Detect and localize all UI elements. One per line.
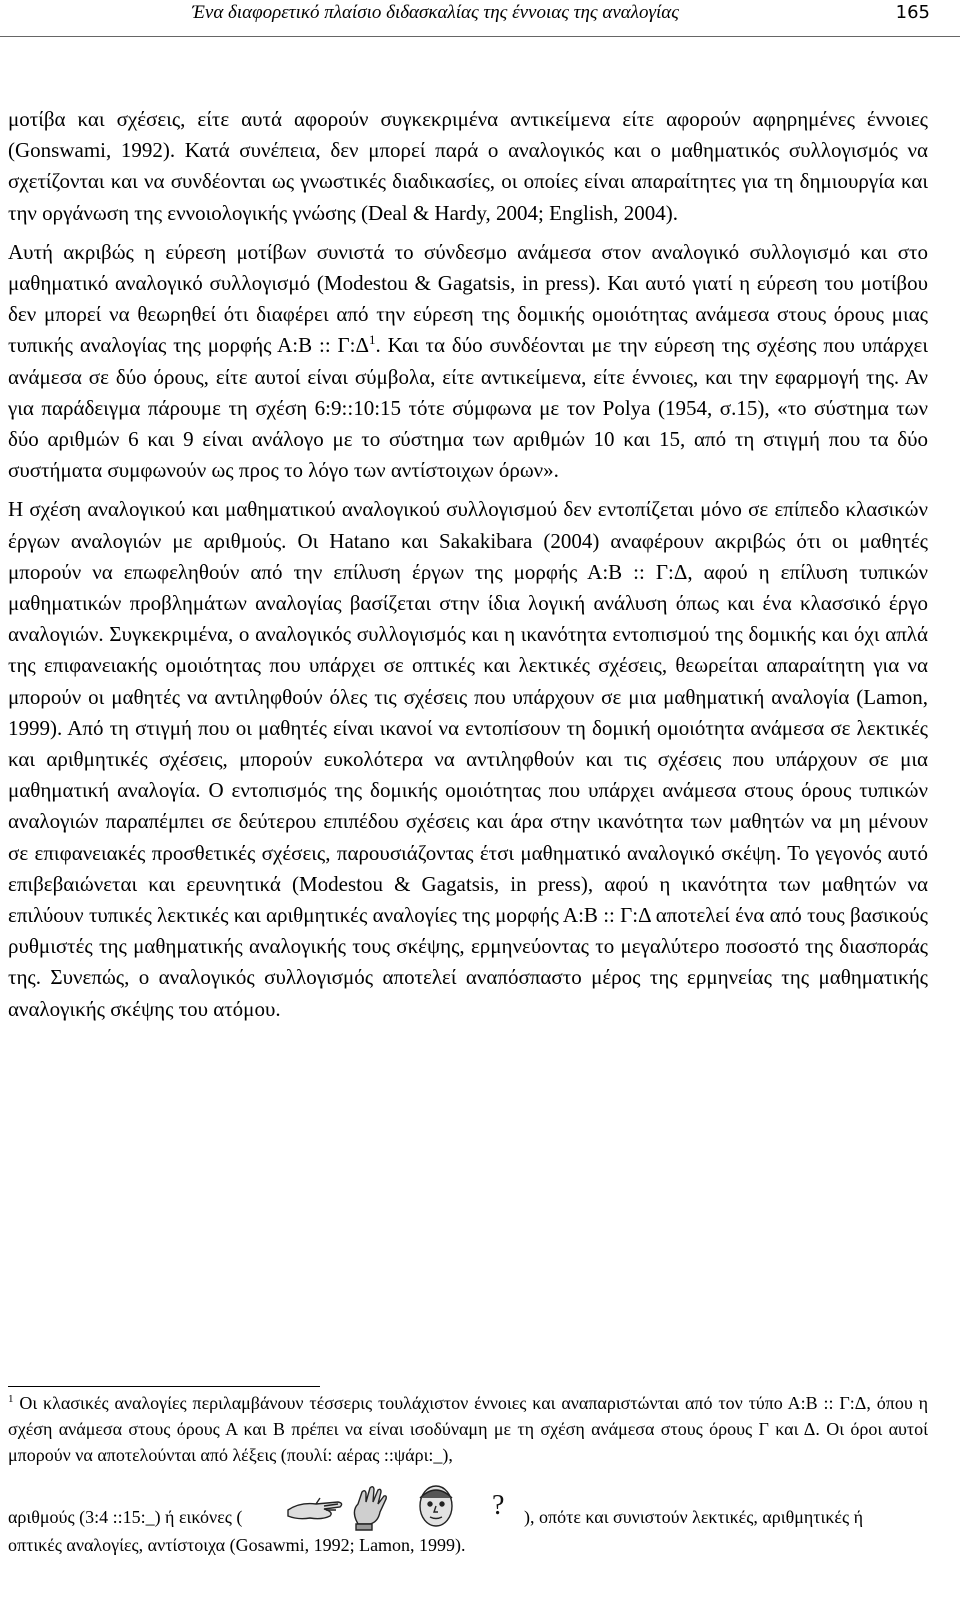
footnote-rule [8,1386,320,1387]
running-header [0,0,960,30]
footnote-last-line: οπτικές αναλογίες, αντίστοιχα (Gosawmi, 1992; Lamon, 1999). [8,1535,466,1555]
paragraph-2-part2: . Και τα δύο συνδέονται με την εύρεση της σχέσης που υπάρχει ανάμεσα σε δύο όρους, είτε αυτοί είναι σύμβολα, είτε αντικείμενα, είτε έννοιες, και την εφαρμογή της. Αν για παράδειγμα πάρουμε τη σχέση 6:9::10:15 τότε σύμφωνα με τον Polya (1954, σ.15), «το σύστημα των δύο αριθμών 6 και 9 είναι ανάλογο με το σύστημα των αριθμών 10 και 15, από τη στιγμή που τα δύο συστήματα συμφωνούν ως προς το λόγο των αντίστοιχων όρων». [8,333,928,483]
glove-icon [354,1487,386,1530]
running-title: Ένα διαφορετικό πλαίσιο διδασκαλίας της έννοιας της αναλογίας [192,2,679,23]
paragraph-2 [8,237,928,487]
hand-icon [288,1498,342,1519]
footnote [8,1390,928,1558]
picture-analogy [286,1480,522,1532]
body-text [8,104,928,1025]
footnote-line-post: ), οπότε και συνιστούν λεκτικές, αριθμητικές ή [524,1507,864,1527]
paragraph-3: Η σχέση αναλογικού και μαθηματικού αναλογικού συλλογισμού δεν εντοπίζεται μόνο σε επίπεδο κλασικών έργων αναλογιών με αριθμούς. Οι Hatano και Sakakibara (2004) αναφέρουν ακριβώς ότι οι μαθητές μπορούν να επωφεληθούν από την επίλυση έργων της μορφής Α:Β :: Γ:Δ, αφού η επίλυση τυπικών μαθηματικών προβλημάτων αναλογίας βασίζεται στην ίδια λογική ανάλυση όπως και ένα κλασσικό έργο αναλογιών. Συγκεκριμένα, ο αναλογικός συλλογισμός και η ικανότητα εντοπισμού της δομικής και όχι απλά της επιφανειακής ομοιότητας που υπάρχει σε οπτικές και λεκτικές σχέσεις, θεωρείται απαραίτητη για να μπορούν οι μαθητές να αντιληφθούν όλες τις σχέσεις που υπάρχουν σε μια μαθηματική αναλογία (Lamon, 1999). Από τη στιγμή που οι μαθητές είναι ικανοί να εντοπίσουν τη δομική ομοιότητα ανάμεσα σε λεκτικές και αριθμητικές σχέσεις, μπορούν ευκολότερα να αντιληφθούν και τις σχέσεις που υπάρχουν σε μια μαθηματική αναλογία. Ο εντοπισμός της δομικής ομοιότητας που υπάρχει ανάμεσα στους όρους τυπικών αναλογιών παραπέμπει σε δεύτερου επιπέδου σχέσεις και άρα στην ικανότητα των μαθητών να μη μένουν σε επιφανειακές προσθετικές σχέσεις, παρουσιάζοντας έτσι μαθηματικό αναλογικό σκέψη. Το γεγονός αυτό επιβεβαιώνεται και ερευνητικά (Modestou & Gagatsis, in press), αφού η ικανότητα των μαθητών να επιλύουν τυπικές λεκτικές και αριθμητικές αναλογίες της μορφής Α:Β :: Γ:Δ αποτελεί ένα από τους βασικούς ρυθμιστές της μαθηματικής αναλογικής τους σκέψης, ερμηνεύοντας το μεγαλύτερο ποσοστό της διασποράς της. Συνεπώς, ο αναλογικός συλλογισμός αποτελεί αναπόσπαστο μέρος της ερμηνείας της μαθηματικής αναλογικής σκέψης του ατόμου. [8,497,928,1021]
footnote-picture-line [8,1480,928,1532]
header-rule [0,36,960,37]
footnote-text [8,1390,928,1468]
footnote-marker: 1 [8,1393,14,1405]
page-number: 165 [895,2,930,23]
question-mark-glyph: ? [492,1490,505,1521]
paragraph-1: μοτίβα και σχέσεις, είτε αυτά αφορούν συγκεκριμένα αντικείμενα είτε αφορούν αφηρημένες έννοιες (Gonswami, 1992). Κατά συνέπεια, δεν μπορεί παρά ο αναλογικός και ο μαθηματικός συλλογισμός να σχετίζονται και να συνδέονται ως γνωστικές διαδικασίες, οι οποίες είναι απαραίτητες για τη δημιουργία και την οργάνωση της εννοιολογικής γνώσης (Deal & Hardy, 2004; English, 2004). [8,107,928,225]
picture-analogy-svg [286,1480,522,1532]
footnote-ref[interactable]: 1 [369,332,376,348]
footnote-body: Οι κλασικές αναλογίες περιλαμβάνουν τέσσερις τουλάχιστον έννοιες και αναπαριστώνται από τον τύπο Α:Β :: Γ:Δ, όπου η σχέση ανάμεσα στους όρους Α και Β πρέπει να είναι ισοδύναμη με τη σχέση ανάμεσα στους όρους Γ και Δ. Οι όροι αυτοί μπορούν να αποτελούνται από λέξεις (πουλί: αέρας ::ψάρι:_), [8,1393,929,1465]
face-icon [420,1486,452,1526]
paragraph-2-part1: Αυτή ακριβώς η εύρεση μοτίβων συνιστά το σύνδεσμο ανάμεσα στον αναλογικό συλλογισμό και στο μαθηματικό αναλογικό συλλογισμό (Modestou & Gagatsis, in press). Και αυτό γιατί η εύρεση του μοτίβου δεν μπορεί να θεωρηθεί ότι διαφέρει από την εύρεση της δομικής ομοιότητας ανάμεσα στους όρους μιας τυπικής αναλογίας της μορφής Α:Β :: Γ:Δ [8,239,928,358]
question-mark-icon [492,1490,504,1521]
footnote-line-pre: αριθμούς (3:4 ::15:_) ή εικόνες ( [8,1507,243,1527]
